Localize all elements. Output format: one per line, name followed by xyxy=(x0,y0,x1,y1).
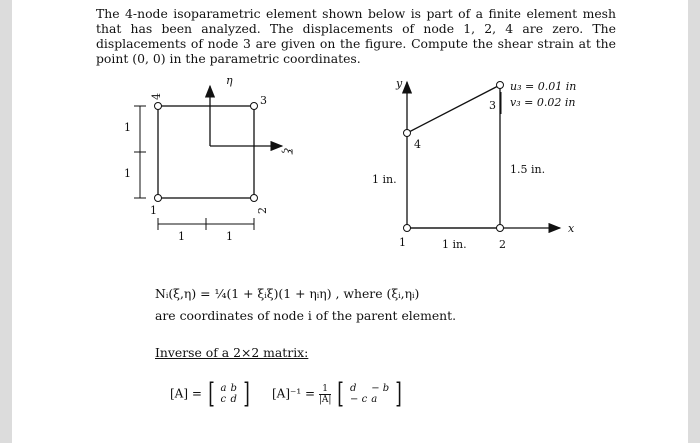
horizontal-dim-left: 1 xyxy=(178,230,185,243)
vertical-dim-lower: 1 xyxy=(124,167,131,180)
physical-node-3 xyxy=(497,82,504,89)
physical-node-2-label: 2 xyxy=(499,238,506,251)
physical-element-diagram xyxy=(372,77,576,251)
matrix-a-entries: a b c d xyxy=(220,383,237,405)
horizontal-dim-right: 1 xyxy=(226,230,233,243)
parent-element-diagram xyxy=(124,74,294,243)
inverse-heading: Inverse of a 2×2 matrix: xyxy=(155,345,309,360)
v3-label: v₃ = 0.02 in xyxy=(510,96,576,109)
shape-function-description: are coordinates of node i of the parent element. xyxy=(155,308,457,323)
parent-node-1 xyxy=(155,195,162,202)
physical-quad xyxy=(407,85,500,228)
problem-statement: The 4-node isoparametric element shown below is part of a finite element mesh that has been analyzed. The displacements of node 1, 2, 4 are zero. The displacements of node 3 are given on the figure. Compute the shear strain at the point (0, 0) in the parametric coordinates. xyxy=(96,6,616,66)
parent-node-2 xyxy=(251,195,258,202)
xi-label: ξ xyxy=(281,148,294,155)
u3-label: u₃ = 0.01 in xyxy=(510,80,577,93)
side-label: 1.5 in. xyxy=(510,163,546,176)
parent-node-3 xyxy=(251,103,258,110)
matrix-inverse-entries: d − b − c a xyxy=(350,383,390,405)
parent-node-1-label: 1 xyxy=(150,204,157,217)
vertical-dim-upper: 1 xyxy=(124,121,131,134)
matrix-inverse-definition: [A]⁻¹ = $\frac{1}{|A|}$ [ d − b − c a ] xyxy=(272,377,402,410)
physical-node-4 xyxy=(404,130,411,137)
parent-square xyxy=(158,106,254,198)
y-label: y xyxy=(396,77,403,90)
parent-node-4-label: 4 xyxy=(150,93,163,100)
parent-node-2-label: 2 xyxy=(256,207,269,214)
matrix-inverse-label: [A]⁻¹ = xyxy=(272,386,316,401)
physical-node-3-label: 3 xyxy=(489,99,496,112)
eta-label: η xyxy=(226,74,233,87)
inverse-fraction: $\frac{1}{|A|}$ xyxy=(318,383,332,405)
parent-node-3-label: 3 xyxy=(260,94,267,107)
parent-node-4 xyxy=(155,103,162,110)
matrix-a-label: [A] = xyxy=(170,386,202,401)
matrix-a-definition: [A] = [ a b c d ] xyxy=(170,377,250,410)
physical-node-2 xyxy=(497,225,504,232)
physical-node-1 xyxy=(404,225,411,232)
physical-node-1-label: 1 xyxy=(399,236,406,249)
shape-function: Nᵢ(ξ,η) = ¼(1 + ξᵢξ)(1 + ηᵢη) , where (ξᵢ,ηᵢ) xyxy=(155,286,420,301)
height-label: 1 in. xyxy=(372,173,397,186)
physical-node-4-label: 4 xyxy=(414,138,421,151)
x-label: x xyxy=(568,222,575,235)
width-label: 1 in. xyxy=(442,238,467,251)
